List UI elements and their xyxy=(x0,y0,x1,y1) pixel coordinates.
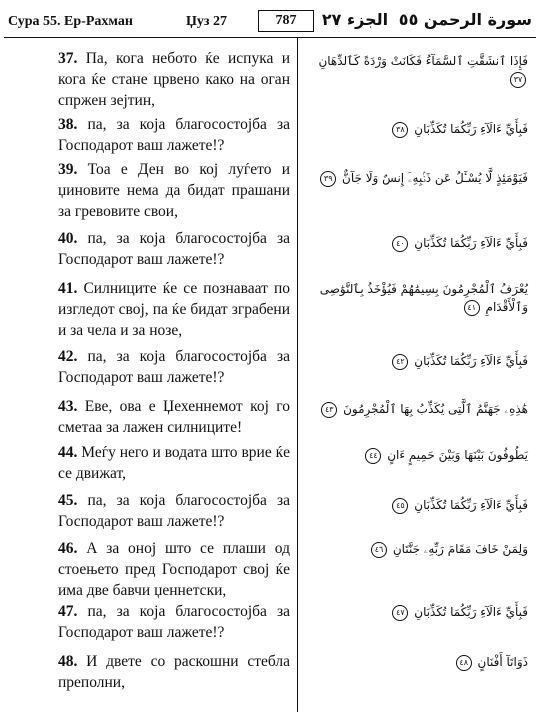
verse-translation xyxy=(58,346,290,388)
verse-number: 38. xyxy=(58,116,78,133)
verse-translation xyxy=(58,159,290,222)
verse-end-marker: ٤٦ xyxy=(371,542,387,558)
arabic-text: فَيَوْمَئِذٍ لَّا يُسْـَٔلُ عَن ذَنۢبِهِۦٓ إِنسٌ وَلَا جَآنٌّ xyxy=(342,171,528,185)
verse-text: А за оној што се плаши од стоењето пред Господарот свој ќе има две бавчи џеннетски, xyxy=(58,540,290,599)
verse-arabic xyxy=(306,169,528,187)
verse-translation xyxy=(58,442,290,484)
verse-translation xyxy=(58,651,290,693)
verse-arabic xyxy=(306,234,528,252)
verse-arabic xyxy=(306,540,528,558)
verse-end-marker: ٤٤ xyxy=(365,448,381,464)
verse-number: 42. xyxy=(58,348,78,365)
column-divider xyxy=(297,38,298,712)
verse-arabic xyxy=(306,446,528,464)
verse-text: Меѓу него и водата што врие ќе се движат, xyxy=(58,444,290,482)
verse-end-marker: ٤٧ xyxy=(392,605,408,621)
arabic-text: فَإِذَا ٱنشَقَّتِ ٱلسَّمَآءُ فَكَانَتْ وَرْدَةً كَٱلدِّهَانِ xyxy=(318,54,528,68)
verse-end-marker: ٤٨ xyxy=(456,655,472,671)
verse-end-marker: ٤٥ xyxy=(392,498,408,514)
verse-end-marker: ٤٣ xyxy=(321,402,337,418)
verse-arabic xyxy=(306,603,528,621)
verse-text: па, за која благосостојба за Господарот ваш лажете!? xyxy=(58,348,290,386)
arabic-text: فَبِأَيِّ ءَالَآءِ رَبِّكُمَا تُكَذِّبَانِ xyxy=(414,605,528,619)
arabic-text: فَبِأَيِّ ءَالَآءِ رَبِّكُمَا تُكَذِّبَانِ xyxy=(414,122,528,136)
verse-translation xyxy=(58,601,290,643)
verse-arabic xyxy=(306,280,528,316)
juz-arabic: الجزء ٢٧ xyxy=(321,10,389,29)
verse-number: 44. xyxy=(58,444,78,461)
verse-arabic xyxy=(306,352,528,370)
verse-arabic xyxy=(306,496,528,514)
sura-arabic: سورة الرحمن ٥٥ xyxy=(398,10,532,29)
page-number: 787 xyxy=(258,10,314,32)
arabic-text: فَبِأَيِّ ءَالَآءِ رَبِّكُمَا تُكَذِّبَانِ xyxy=(414,498,528,512)
verse-number: 43. xyxy=(58,398,78,415)
verse-text: па, за која благосостојба за Господарот ваш лажете!? xyxy=(58,230,290,268)
verse-text: Силниците ќе се познаваат по изгледот свој, па ќе бидат зграбени и за чела и за нозе, xyxy=(58,280,290,339)
arabic-text: هَٰذِهِۦ جَهَنَّمُ ٱلَّتِى يُكَذِّبُ بِهَا ٱلْمُجْرِمُونَ xyxy=(343,402,528,416)
verse-end-marker: ٤٢ xyxy=(392,354,408,370)
verse-arabic xyxy=(306,52,528,88)
verse-translation xyxy=(58,490,290,532)
verse-end-marker: ٤١ xyxy=(464,300,480,316)
verse-text: И двете со раскошни стебла преполни, xyxy=(58,653,290,691)
arabic-text: فَبِأَيِّ ءَالَآءِ رَبِّكُمَا تُكَذِّبَانِ xyxy=(414,236,528,250)
verse-end-marker: ٣٩ xyxy=(320,171,336,187)
verse-text: па, за која благосостојба за Господарот ваш лажете!? xyxy=(58,116,290,154)
verse-end-marker: ٣٨ xyxy=(392,122,408,138)
verse-end-marker: ٣٧ xyxy=(510,72,526,88)
arabic-text: يُعْرَفُ ٱلْمُجْرِمُونَ بِسِيمَٰهُمْ فَيُؤْخَذُ بِٱلنَّوَٰصِى وَٱلْأَقْدَامِ xyxy=(319,282,528,314)
verse-number: 39. xyxy=(58,161,78,178)
verse-arabic xyxy=(306,120,528,138)
arabic-text: يَطُوفُونَ بَيْنَهَا وَبَيْنَ حَمِيمٍ ءَانٍ xyxy=(387,448,528,462)
verse-text: Па, кога небото ќе испука и кога ќе стане црвено како на оган спржен зејтин, xyxy=(58,50,290,109)
verse-text: па, за која благосостојба за Господарот ваш лажете!? xyxy=(58,603,290,641)
verse-number: 41. xyxy=(58,280,78,297)
arabic-text: وَلِمَنْ خَافَ مَقَامَ رَبِّهِۦ جَنَّتَانِ xyxy=(392,542,528,556)
verse-text: Еве, ова е Џехеннемот кој го сметаа за лажен силниците! xyxy=(58,398,290,436)
arabic-text: فَبِأَيِّ ءَالَآءِ رَبِّكُمَا تُكَذِّبَانِ xyxy=(414,354,528,368)
page-header xyxy=(0,0,540,38)
verse-translation xyxy=(58,278,290,341)
verse-translation xyxy=(58,48,290,111)
verse-number: 37. xyxy=(58,50,78,67)
verse-number: 46. xyxy=(58,540,78,557)
verse-translation xyxy=(58,396,290,438)
header-divider xyxy=(4,37,536,38)
verse-text: па, за која благосостојба за Господарот ваш лажете!? xyxy=(58,492,290,530)
verse-arabic xyxy=(306,653,528,671)
verse-translation xyxy=(58,228,290,270)
verse-text: Тоа е Ден во кој луѓето и џиновите нема да бидат прашани за гревовите свои, xyxy=(58,161,291,220)
verse-translation xyxy=(58,538,290,601)
verse-number: 47. xyxy=(58,603,78,620)
verse-end-marker: ٤٠ xyxy=(392,236,408,252)
verse-number: 45. xyxy=(58,492,78,509)
verse-number: 40. xyxy=(58,230,78,247)
verse-number: 48. xyxy=(58,653,78,670)
arabic-text: ذَوَاتَآ أَفْنَانٍ xyxy=(477,655,528,669)
verse-arabic xyxy=(306,400,528,418)
verse-translation xyxy=(58,114,290,156)
juz-label: Џуз 27 xyxy=(186,14,228,29)
sura-label: Сура 55. Ер-Рахман xyxy=(8,14,133,29)
